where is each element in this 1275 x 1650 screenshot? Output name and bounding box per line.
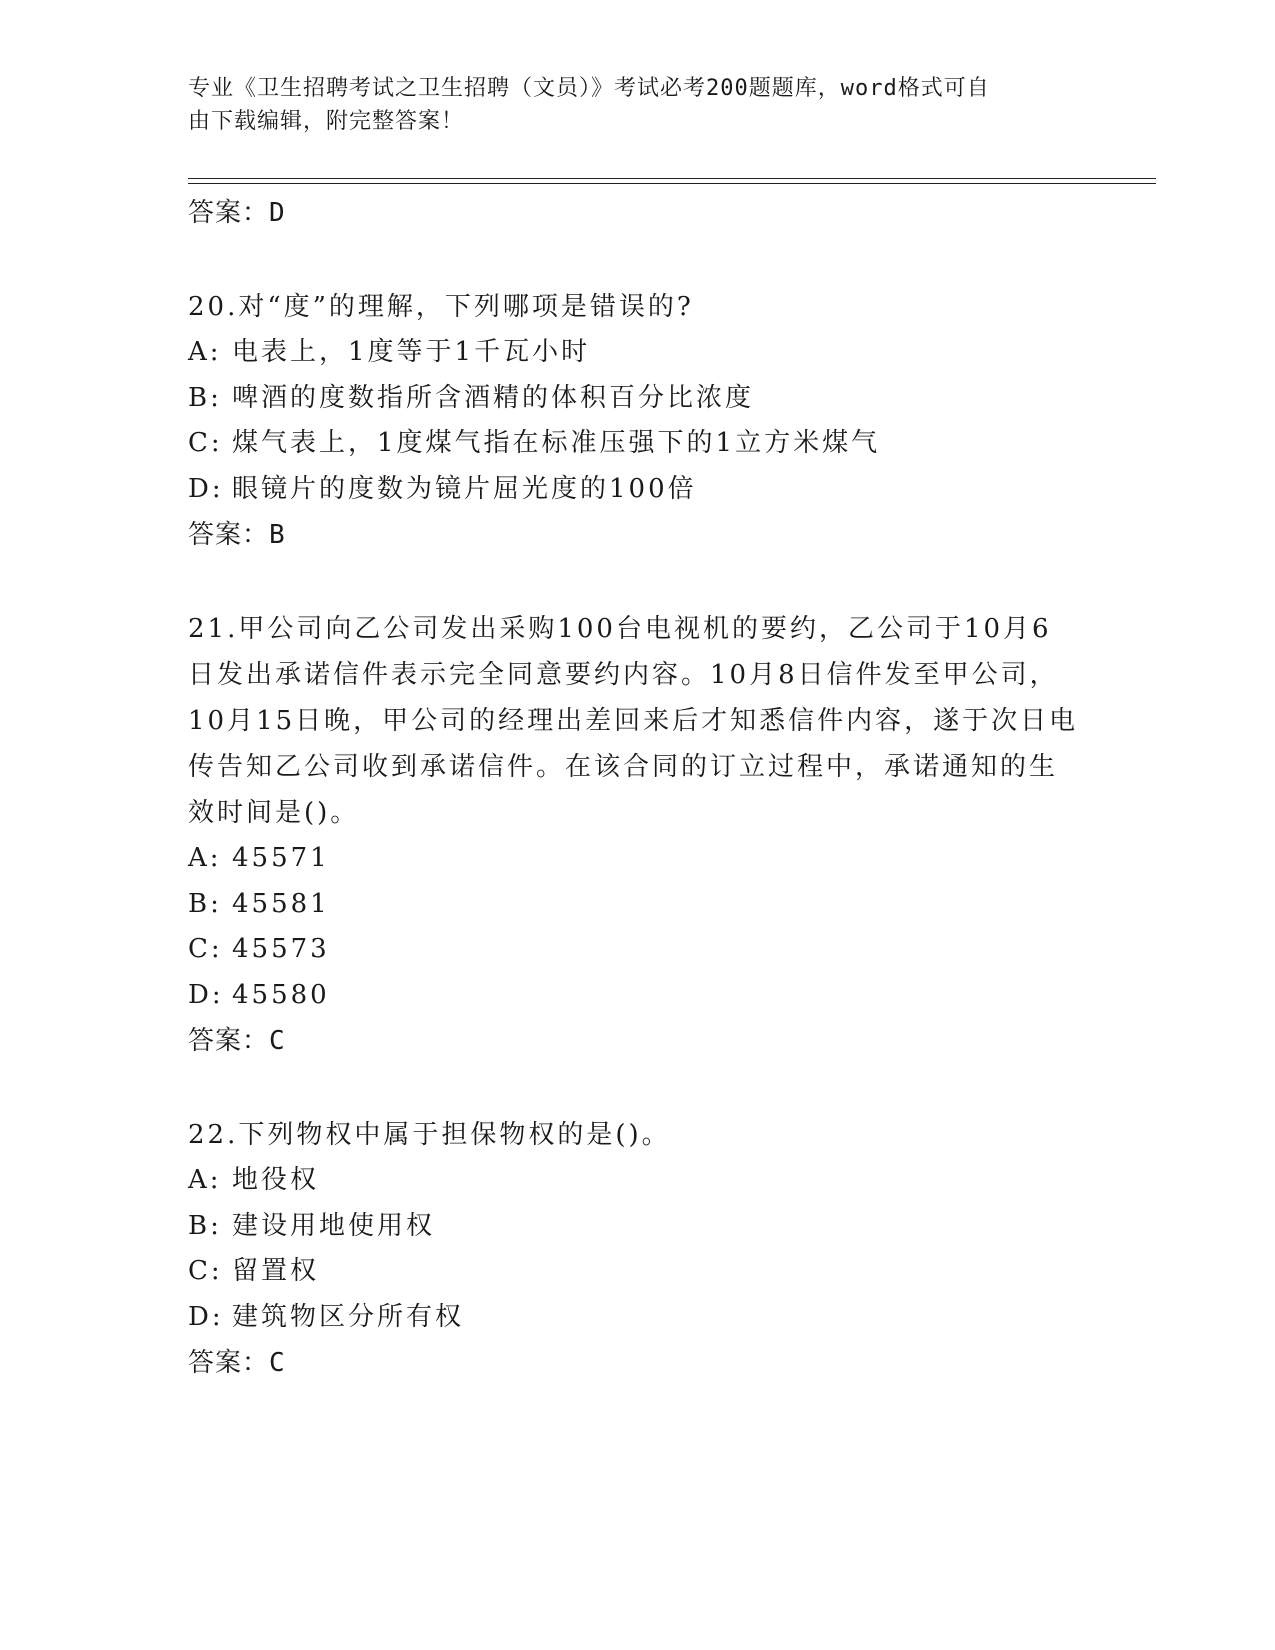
option-text: 地役权 — [232, 1165, 320, 1195]
question-list — [188, 190, 1088, 1386]
option-c — [188, 1249, 1088, 1295]
question-stem-line: 日发出承诺信件表示完全同意要约内容。10月8日信件发至甲公司， — [188, 660, 1059, 690]
option-c — [188, 927, 1088, 973]
option-text: 啤酒的度数指所含酒精的体积百分比浓度 — [232, 382, 755, 413]
option-b — [188, 1204, 1088, 1250]
option-a — [188, 330, 1088, 376]
answer-line: 答案：C — [188, 1348, 286, 1378]
option-text: 眼镜片的度数为镜片屈光度的100倍 — [232, 473, 697, 504]
question-22 — [188, 1112, 1088, 1386]
option-d — [188, 1295, 1088, 1341]
option-key: B: — [188, 1210, 222, 1241]
option-text: 45581 — [232, 888, 330, 919]
question-stem-line: 22.下列物权中属于担保物权的是()。 — [188, 1120, 671, 1150]
option-key: A: — [188, 337, 222, 367]
option-text: 煤气表上，1度煤气指在标准压强下的1立方米煤气 — [232, 428, 881, 458]
option-key: D: — [188, 979, 224, 1010]
option-key: C: — [188, 1256, 223, 1286]
option-d — [188, 973, 1088, 1019]
option-a — [188, 836, 1088, 882]
previous-answer: 答案：D — [188, 198, 286, 228]
answer-line: 答案：C — [188, 1026, 286, 1056]
option-text: 45571 — [232, 843, 330, 873]
option-c — [188, 421, 1088, 467]
question-20 — [188, 284, 1088, 558]
option-key: A: — [188, 1165, 222, 1195]
question-stem-line: 21.甲公司向乙公司发出采购100台电视机的要约，乙公司于10月6 — [188, 614, 1052, 644]
option-text: 45580 — [232, 979, 330, 1010]
question-stem-line: 20.对“度”的理解，下列哪项是错误的? — [188, 292, 694, 322]
option-text: 电表上，1度等于1千瓦小时 — [232, 337, 591, 367]
question-stem-line: 效时间是()。 — [188, 798, 360, 828]
option-key: C: — [188, 934, 223, 964]
header-divider-top — [188, 178, 1156, 179]
option-text: 建设用地使用权 — [232, 1210, 436, 1241]
option-a — [188, 1158, 1088, 1204]
option-key: C: — [188, 428, 223, 458]
question-21 — [188, 606, 1088, 1064]
option-key: D: — [188, 473, 224, 504]
option-key: D: — [188, 1301, 224, 1332]
header-divider-bottom — [188, 183, 1156, 184]
option-key: B: — [188, 888, 222, 919]
question-stem-line: 传告知乙公司收到承诺信件。在该合同的订立过程中，承诺通知的生 — [188, 752, 1059, 782]
option-key: A: — [188, 843, 222, 873]
option-text: 留置权 — [232, 1256, 320, 1286]
header-line-1: 专业《卫生招聘考试之卫生招聘（文员）》考试必考200题题库，word格式可自 — [188, 76, 990, 101]
option-d — [188, 467, 1088, 513]
document-header — [188, 72, 1068, 138]
option-b — [188, 376, 1088, 422]
answer-line: 答案：B — [188, 520, 286, 550]
question-stem-line: 10月15日晚，甲公司的经理出差回来后才知悉信件内容，遂于次日电 — [188, 706, 1079, 736]
header-line-2: 由下载编辑，附完整答案！ — [188, 109, 465, 134]
option-key: B: — [188, 382, 222, 413]
option-text: 45573 — [232, 934, 330, 964]
option-b — [188, 882, 1088, 928]
option-text: 建筑物区分所有权 — [232, 1301, 465, 1332]
